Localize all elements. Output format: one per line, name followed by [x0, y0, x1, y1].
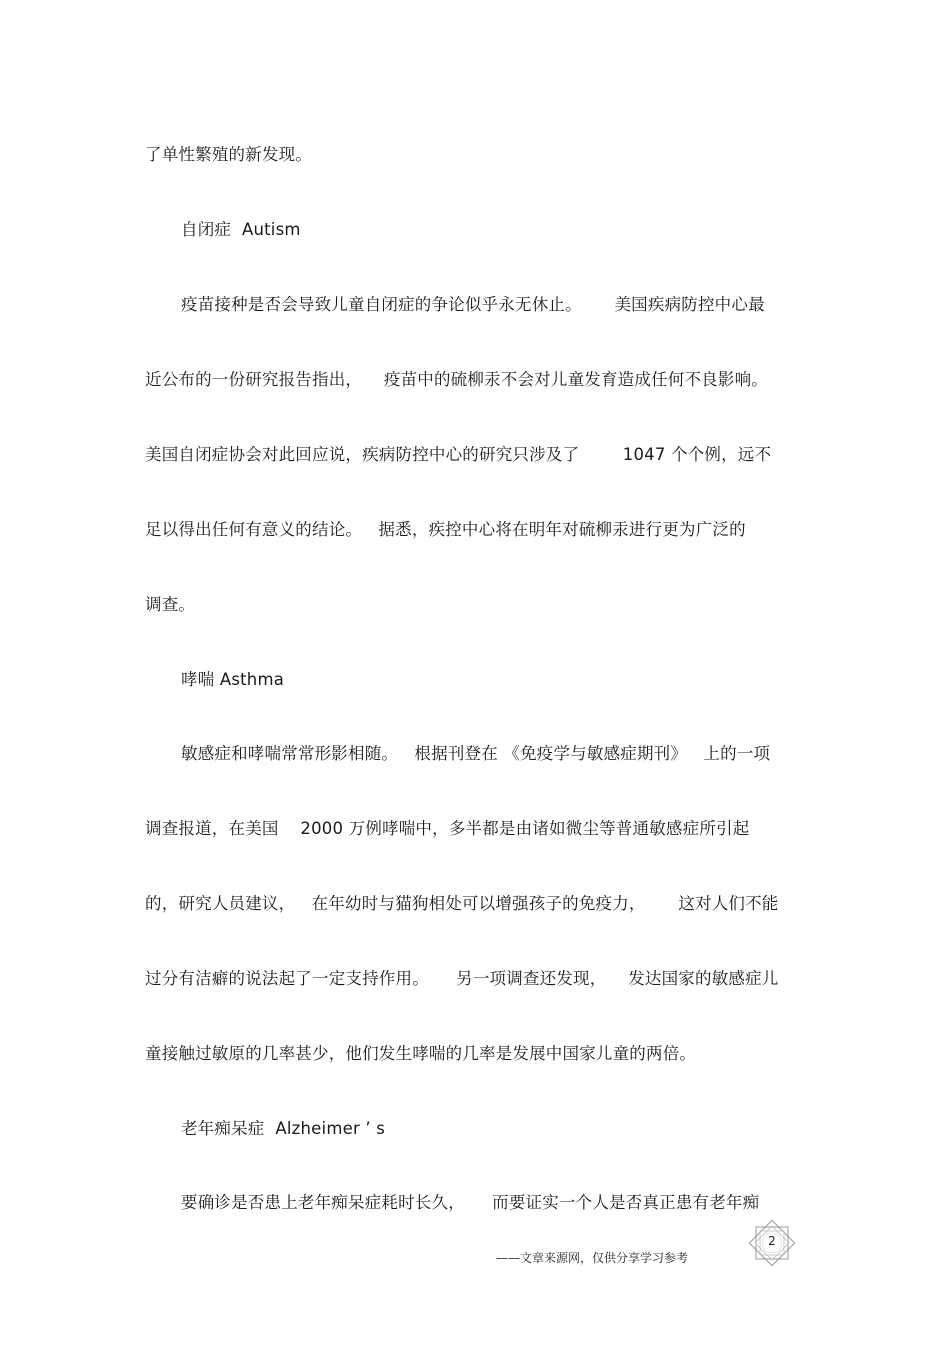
paragraph-line: 过分有洁癖的说法起了一定支持作用。 另一项调查还发现， 发达国家的敏感症儿 — [145, 969, 779, 988]
paragraph-line: 近公布的一份研究报告指出， 疫苗中的硫柳汞不会对儿童发育造成任何不良影响。 — [145, 370, 768, 389]
paragraph-line: 童接触过敏原的几率甚少，他们发生哮喘的几率是发展中国家儿童的两倍。 — [145, 1044, 697, 1063]
paragraph-line: 要确诊是否患上老年痴呆症耗时长久， 而要证实一个人是否真正患有老年痴 — [181, 1193, 760, 1212]
section-heading-alzheimers: 老年痴呆症 Alzheimer ’ s — [181, 1119, 386, 1138]
paragraph-line: 美国自闭症协会对此回应说，疾病防控中心的研究只涉及了 1047 个个例，远不 — [145, 445, 772, 464]
paragraph-line: 敏感症和哮喘常常形影相随。 根据刊登在 《免疫学与敏感症期刊》 上的一项 — [181, 744, 771, 763]
paragraph-line: 调查报道，在美国 2000 万例哮喘中，多半都是由诸如微尘等普通敏感症所引起 — [145, 819, 750, 838]
page-number-badge — [747, 1218, 797, 1268]
paragraph-line: 疫苗接种是否会导致儿童自闭症的争论似乎永无休止。 美国疾病防控中心最 — [181, 295, 765, 314]
section-heading-asthma: 哮喘 Asthma — [181, 670, 285, 689]
paragraph-line: 的，研究人员建议， 在年幼时与猫狗相处可以增强孩子的免疫力， 这对人们不能 — [145, 894, 779, 913]
paragraph-line: 调查。 — [145, 595, 196, 614]
paragraph-line: 了单性繁殖的新发现。 — [145, 145, 312, 164]
footer-source-text: ——文章来源网，仅供分享学习参考 — [496, 1251, 689, 1265]
section-heading-autism: 自闭症 Autism — [181, 220, 301, 239]
page-number: 2 — [768, 1234, 776, 1248]
paragraph-line: 足以得出任何有意义的结论。 据悉，疾控中心将在明年对硫柳汞进行更为广泛的 — [145, 520, 746, 539]
